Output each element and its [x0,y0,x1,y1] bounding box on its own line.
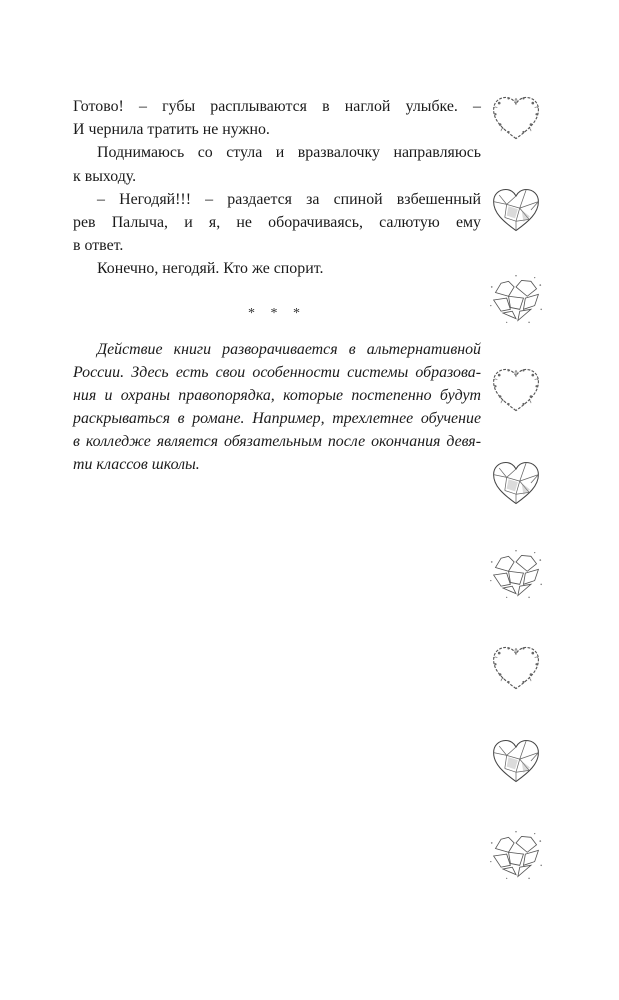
paragraph-1 [73,95,481,141]
floral-wreath-heart-icon [488,362,544,418]
author-note [73,338,481,477]
paragraph-line: Конечно, негодяй. Кто же спорит. [97,260,324,278]
note-line: России. Здесь есть свои особенности системы образова- [73,363,481,381]
mosaic-heart-icon [488,455,544,511]
ornament-column [488,90,548,990]
paragraph-line: И чернила тратить не нужно. [73,121,270,139]
paragraph-line: Готово! – губы расплываются в наглой улыбке. – [73,98,481,115]
paragraph-line: Поднимаюсь со стула и вразвалочку направляюсь [97,144,481,162]
paragraph-3 [73,188,481,258]
paragraph-2 [73,141,481,187]
shattered-heart-icon [488,547,544,603]
paragraph-4 [73,257,481,280]
note-line: раскрываться в романе. Например, трехлетнее обучение [73,410,481,428]
paragraph-line: рев Палыча, и я, не оборачиваясь, салютую ему [73,213,481,231]
shattered-heart-icon [488,272,544,328]
text-column [73,95,481,477]
paragraph-line: к выходу. [73,167,137,185]
mosaic-heart-icon [488,733,544,789]
floral-wreath-heart-icon [488,90,544,146]
note-line: ния и охраны правопорядка, которые постепенно будут [73,386,481,404]
note-line: в колледже является обязательным после окончания девя- [73,433,481,451]
note-line: Действие книги разворачивается в альтернативной [97,340,481,358]
paragraph-line: – Негодяй!!! – раздается за спиной взбешенный [97,190,481,208]
shattered-heart-icon [488,828,544,884]
mosaic-heart-icon [488,182,544,238]
paragraph-line: в ответ. [73,237,124,255]
note-line: ти классов школы. [73,456,200,474]
floral-wreath-heart-icon [488,640,544,696]
section-separator: * * * [248,305,306,321]
